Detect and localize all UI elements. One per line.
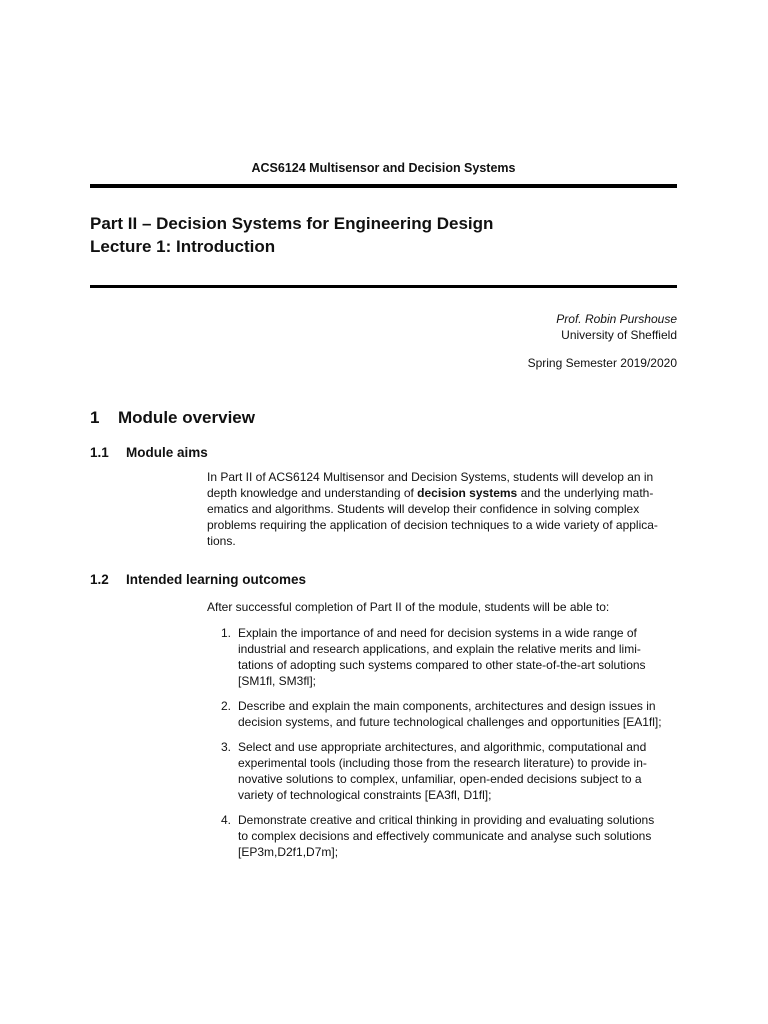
author-affiliation: University of Sheffield [561,328,677,342]
subsection-number: 1.2 [90,572,109,587]
module-aims-paragraph [207,469,677,549]
subsection-number: 1.1 [90,445,109,460]
list-item-text: Demonstrate creative and critical thinking in providing and evaluating solutions to complex decisions and effectively communicate and analyse such solutions [EP3m,D2f1,D7m]; [238,813,655,859]
list-item-text: Select and use appropriate architectures, and algorithmic, computational and experimental tools (including those from the research literature) to provide in- novative solutions to complex, unfamiliar, open-ended decisions subject to a variety of technological constraints [EA3fl, D1fl]; [238,740,647,802]
list-item-number: 2. [221,699,232,713]
subsection-heading-learning-outcomes [90,572,306,587]
author-name: Prof. Robin Purshouse [556,312,677,326]
list-item-number: 3. [221,740,232,754]
section-title: Module overview [118,408,255,427]
header-rule [90,184,677,188]
subsection-heading-module-aims [90,445,208,460]
learning-outcomes-intro: After successful completion of Part II of the module, students will be able to: [207,600,610,614]
section-number: 1 [90,408,100,427]
list-item-text: Describe and explain the main components, architectures and design issues in decision systems, and future technological challenges and opportunities [EA1fl]; [238,699,662,729]
title-line-lecture: Lecture 1: Introduction [90,237,276,256]
list-item-text: Explain the importance of and need for decision systems in a wide range of industrial and research applications, and explain the relative merits and limi- tations of adopting such systems compared to other state-of-the-art solutions [SM1fl, SM3fl]; [238,626,646,688]
subsection-title: Intended learning outcomes [126,572,307,587]
list-item [207,698,677,730]
list-item-number: 1. [221,626,232,640]
subsection-title: Module aims [126,445,208,460]
aims-text-start: In Part II of ACS6124 Multisensor and Decision Systems, students will develop an in depth knowledge and understanding of [207,470,654,500]
aims-text-end: and the underlying math- ematics and algorithms. Students will develop their confidence in solving complex problems requiring the application of decision techniques to a wide variety of applica- tions. [207,486,658,548]
lecture-title [90,212,493,258]
list-item [207,812,677,860]
list-item [207,739,677,803]
list-item [207,625,677,689]
aims-text-emphasis: decision systems [417,486,518,500]
author-block [556,311,677,343]
learning-outcomes-list [207,625,677,869]
list-item-number: 4. [221,813,232,827]
title-rule [90,285,677,288]
section-heading-module-overview [90,408,255,428]
course-header: ACS6124 Multisensor and Decision Systems [251,161,516,175]
title-line-part: Part II – Decision Systems for Engineering Design [90,214,494,233]
semester-label: Spring Semester 2019/2020 [527,356,677,370]
